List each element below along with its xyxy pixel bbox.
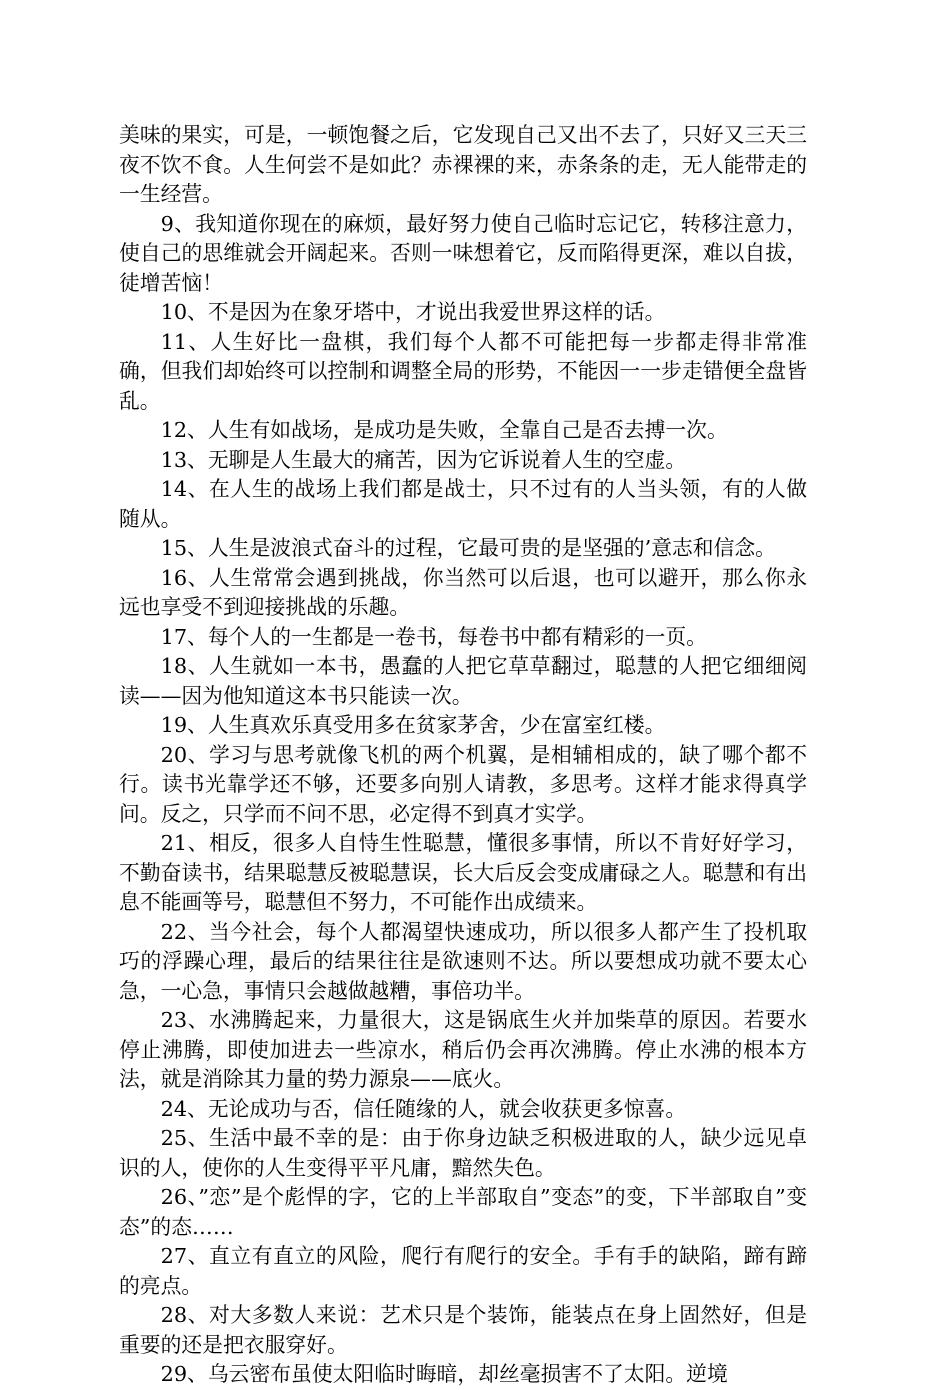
paragraph-26: 26、”恋”是个彪悍的字，它的上半部取自”变态”的变，下半部取自”变态”的态…… xyxy=(119,1185,807,1239)
paragraph-continued: 美味的果实，可是，一顿饱餐之后，它发现自己又出不去了，只好又三天三夜不饮不食。人生何尝不是如此？赤裸裸的来，赤条条的走，无人能带走的一生经营。 xyxy=(119,123,807,206)
paragraph-9: 9、我知道你现在的麻烦，最好努力使自己临时忘记它，转移注意力，使自己的思维就会开阔起来。否则一味想着它，反而陷得更深，难以自拔，徒增苦恼！ xyxy=(119,211,807,295)
paragraph-21: 21、相反，很多人自恃生性聪慧，懂很多事情，所以不肯好好学习，不勤奋读书，结果聪慧反被聪慧误，长大后反会变成庸碌之人。聪慧和有出息不能画等号，聪慧但不努力，不可能作出成绩来。 xyxy=(119,831,807,914)
paragraph-24: 24、无论成功与否，信任随缘的人，就会收获更多惊喜。 xyxy=(160,1096,687,1121)
paragraph-10: 10、不是因为在象牙塔中，才说出我爱世界这样的话。 xyxy=(160,300,666,324)
paragraph-18: 18、人生就如一本书，愚蠢的人把它草草翻过，聪慧的人把它细细阅读——因为他知道这本书只能读一次。 xyxy=(119,654,807,708)
paragraph-19: 19、人生真欢乐真受用多在贫家茅舍，少在富室红楼。 xyxy=(160,713,666,737)
paragraph-27: 27、直立有直立的风险，爬行有爬行的安全。手有手的缺陷，蹄有蹄的亮点。 xyxy=(119,1244,807,1298)
paragraph-22: 22、当今社会，每个人都渴望快速成功，所以很多人都产生了投机取巧的浮躁心理，最后的结果往往是欲速则不达。所以要想成功就不要太心急，一心急，事情只会越做越糟，事倍功半。 xyxy=(119,919,807,1003)
paragraph-14: 14、在人生的战场上我们都是战士，只不过有的人当头领，有的人做随从。 xyxy=(119,477,807,531)
paragraph-23: 23、水沸腾起来，力量很大，这是锅底生火并加柴草的原因。若要水停止沸腾，即使加进去一些凉水，稍后仍会再次沸腾。停止水沸的根本方法，就是消除其力量的势力源泉——底火。 xyxy=(119,1008,807,1091)
paragraph-29: 29、乌云密布虽使太阳临时晦暗，却丝毫损害不了太阳。逆境 xyxy=(160,1362,728,1386)
paragraph-28: 28、对大多数人来说：艺术只是个装饰，能装点在身上固然好，但是重要的还是把衣服穿好。 xyxy=(119,1303,807,1357)
paragraph-16: 16、人生常常会遇到挑战，你当然可以后退，也可以避开，那么你永远也享受不到迎接挑战的乐趣。 xyxy=(119,565,807,619)
document-body xyxy=(119,121,807,1390)
paragraph-17: 17、每个人的一生都是一卷书，每卷书中都有精彩的一页。 xyxy=(160,624,707,649)
paragraph-11: 11、人生好比一盘棋，我们每个人都不可能把每一步都走得非常准确，但我们却始终可以控制和调整全局的形势，不能因一一步走错便全盘皆乱。 xyxy=(119,329,807,413)
paragraph-25: 25、生活中最不幸的是：由于你身边缺乏积极进取的人，缺少远见卓识的人，使你的人生变得平平凡庸，黯然失色。 xyxy=(119,1126,807,1180)
paragraph-20: 20、学习与思考就像飞机的两个机翼，是相辅相成的，缺了哪个都不行。读书光靠学还不够，还要多向别人请教，多思考。这样才能求得真学问。反之，只学而不问不思，必定得不到真才实学。 xyxy=(119,742,807,826)
paragraph-15: 15、人生是波浪式奋斗的过程，它最可贵的是坚强的’意志和信念。 xyxy=(160,536,776,560)
paragraph-12: 12、人生有如战场，是成功是失败，全靠自己是否去搏一次。 xyxy=(160,418,728,442)
paragraph-13: 13、无聊是人生最大的痛苦，因为它诉说着人生的空虚。 xyxy=(160,447,687,472)
